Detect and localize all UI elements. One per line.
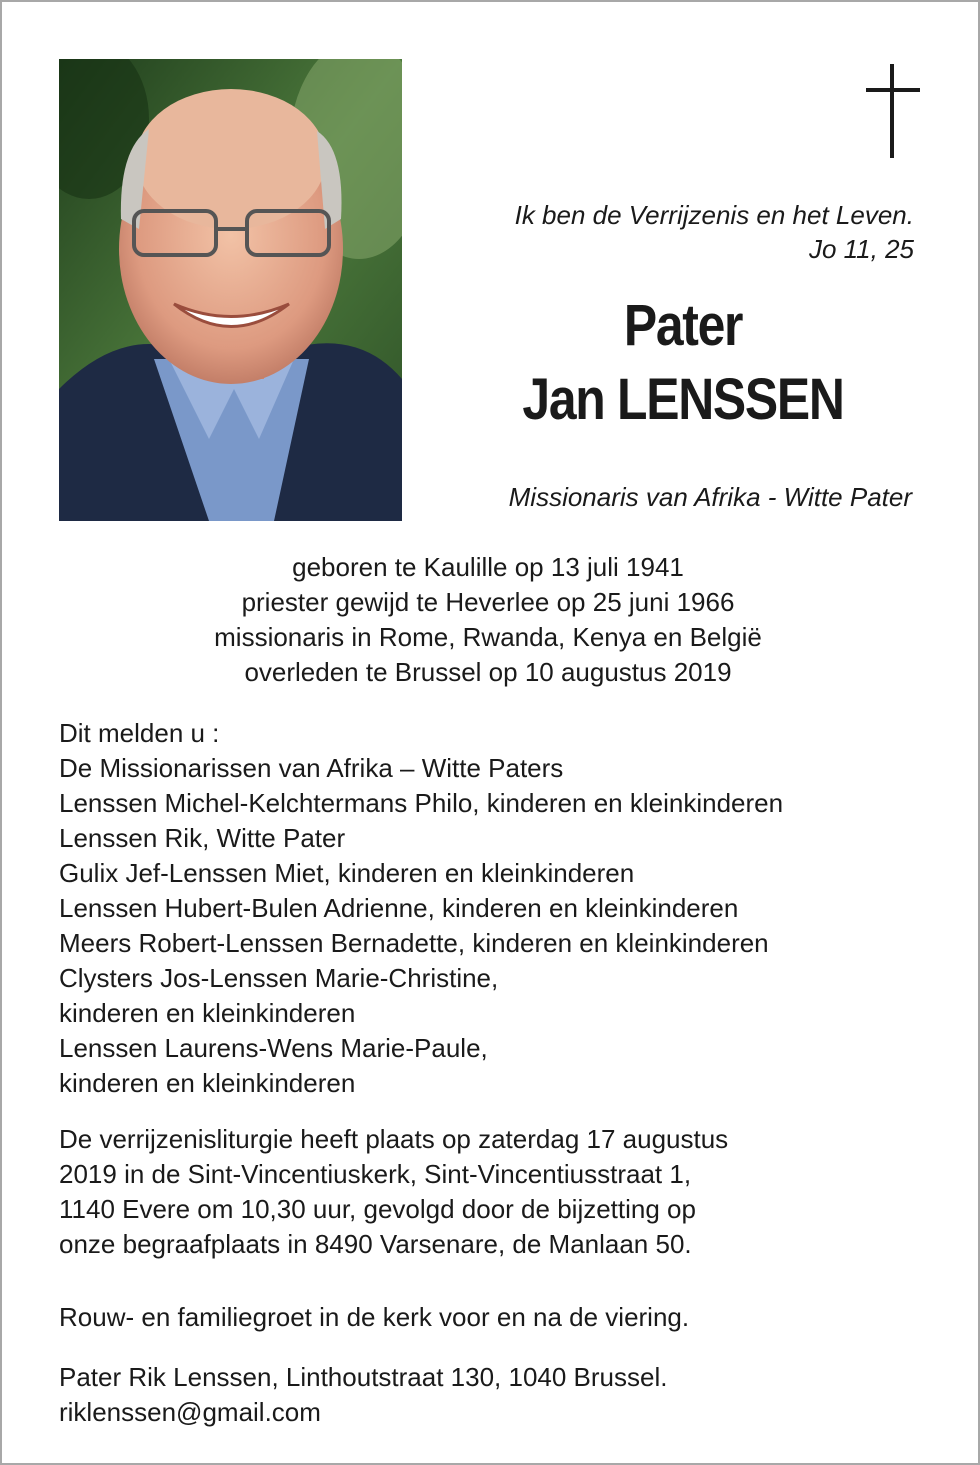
liturgy-info: [59, 1122, 939, 1262]
page-title: [457, 289, 909, 437]
vita-line: geboren te Kaulille op 13 juli 1941: [292, 552, 684, 582]
liturgy-line: 1140 Evere om 10,30 uur, gevolgd door de bijzetting op: [59, 1194, 696, 1224]
announcement-list: [59, 716, 939, 1101]
quote-text: Ik ben de Verrijzenis en het Leven.: [514, 200, 914, 230]
liturgy-line: 2019 in de Sint-Vincentiuskerk, Sint-Vincentiusstraat 1,: [59, 1159, 692, 1189]
announcement-line: Meers Robert-Lenssen Bernadette, kinderen en kleinkinderen: [59, 928, 769, 958]
quote-reference: Jo 11, 25: [808, 234, 914, 264]
liturgy-line: De verrijzenisliturgie heeft plaats op zaterdag 17 augustus: [59, 1124, 729, 1154]
contact-info: [59, 1360, 939, 1430]
biography: [59, 550, 917, 690]
contact-address: Pater Rik Lenssen, Linthoutstraat 130, 1040 Brussel.: [59, 1362, 668, 1392]
vita-line: priester gewijd te Heverlee op 25 juni 1966: [241, 587, 735, 617]
title-line-1: Pater: [623, 293, 743, 358]
portrait-photo: [59, 59, 402, 521]
vita-line: missionaris in Rome, Rwanda, Kenya en België: [214, 622, 762, 652]
title-line-2: Jan LENSSEN: [522, 367, 844, 432]
condolence-greeting: Rouw- en familiegroet in de kerk voor en na de viering.: [59, 1302, 690, 1332]
announcement-line: Lenssen Rik, Witte Pater: [59, 823, 346, 853]
announcement-line: De Missionarissen van Afrika – Witte Paters: [59, 753, 564, 783]
announcement-line: Lenssen Michel-Kelchtermans Philo, kinderen en kleinkinderen: [59, 788, 784, 818]
subtitle: Missionaris van Afrika - Witte Pater: [508, 482, 912, 512]
announcement-line: Lenssen Hubert-Bulen Adrienne, kinderen en kleinkinderen: [59, 893, 739, 923]
announcement-line: Lenssen Laurens-Wens Marie-Paule,: [59, 1033, 488, 1063]
liturgy-line: onze begraafplaats in 8490 Varsenare, de Manlaan 50.: [59, 1229, 692, 1259]
announcement-line: Clysters Jos-Lenssen Marie-Christine,: [59, 963, 499, 993]
cross-icon: [864, 64, 922, 160]
announcement-line: kinderen en kleinkinderen: [59, 998, 356, 1028]
announcement-line: Dit melden u :: [59, 718, 220, 748]
announcement-line: Gulix Jef-Lenssen Miet, kinderen en kleinkinderen: [59, 858, 635, 888]
announcement-line: kinderen en kleinkinderen: [59, 1068, 356, 1098]
bible-quote: [412, 198, 914, 266]
contact-email[interactable]: riklenssen@gmail.com: [59, 1397, 321, 1427]
vita-line: overleden te Brussel op 10 augustus 2019: [244, 657, 732, 687]
